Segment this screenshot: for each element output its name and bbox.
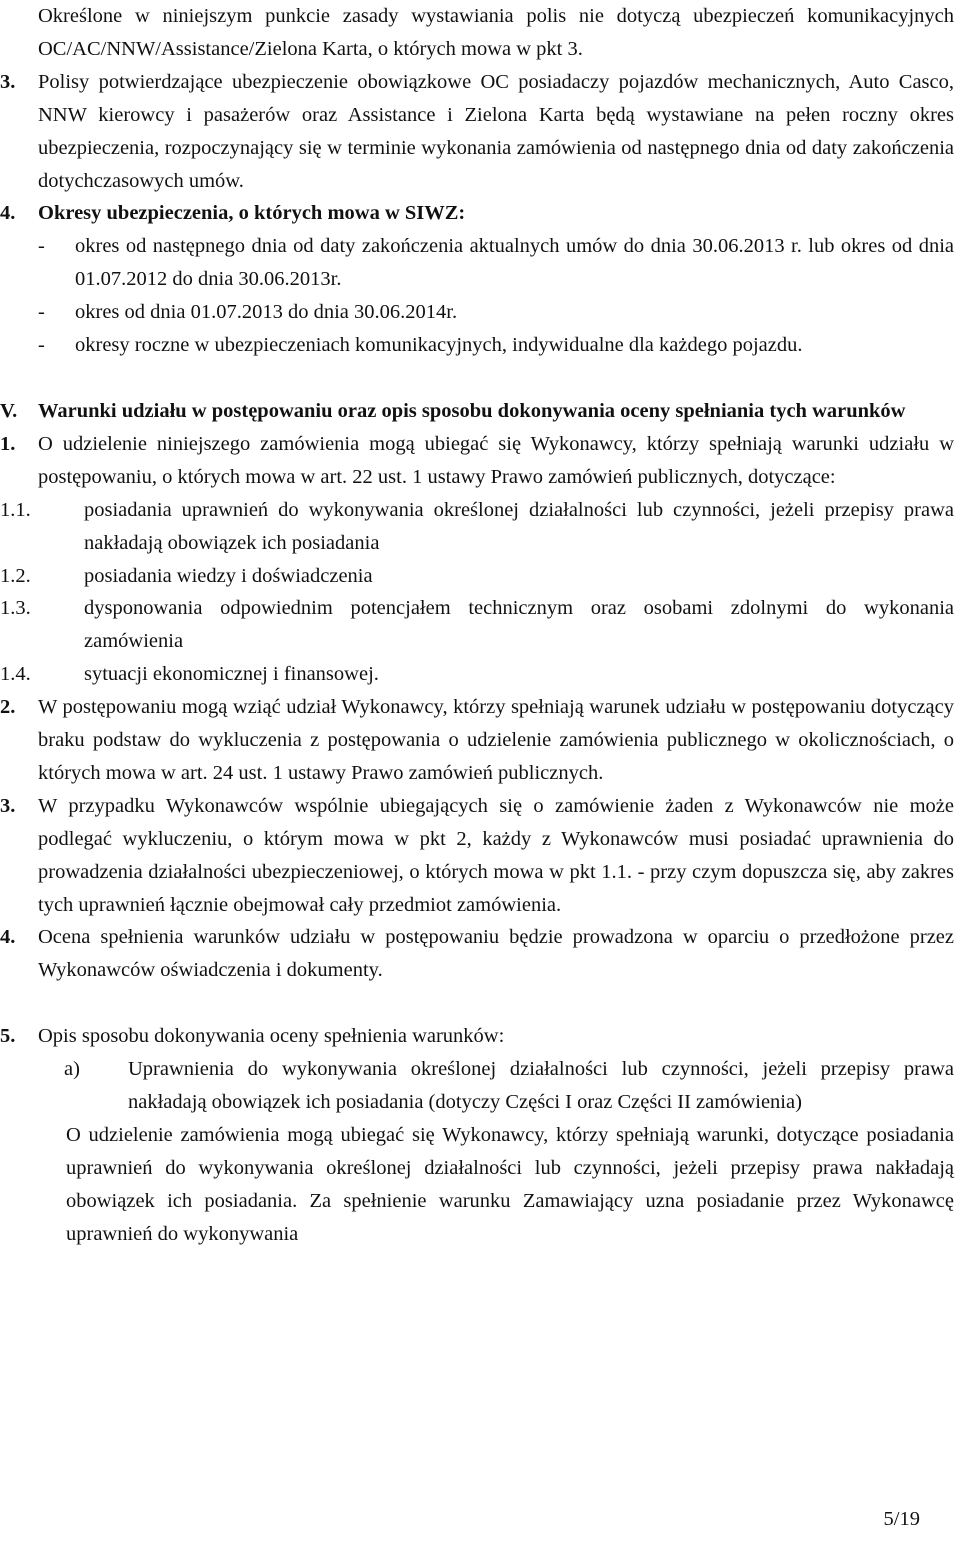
list-item-v1 — [0, 428, 954, 691]
sub-item — [0, 658, 954, 691]
item-number: 4. — [0, 926, 16, 949]
sub-item-text: Uprawnienia do wykonywania określonej działalności lub czynności, jeżeli przepisy prawa nakładają obowiązek ich posiadania (dotyczy Części I oraz Części II zamówienia) — [128, 1058, 954, 1114]
sub-item-number: 1.3. — [0, 597, 31, 620]
dash-text: okres od następnego dnia od daty zakończenia aktualnych umów do dnia 30.06.2013 r. lub okres od dnia 01.07.2012 do dnia 30.06.2013r. — [75, 235, 954, 291]
sub-item-number: 1.4. — [0, 663, 31, 686]
dash-bullet: - — [38, 301, 45, 324]
sub-item-number: 1.2. — [0, 564, 31, 587]
sub-item — [0, 560, 954, 593]
item-text: O udzielenie niniejszego zamówienia mogą ubiegać się Wykonawcy, którzy spełniają warunki udziału w postępowaniu, o których mowa w art. 22 ust. 1 ustawy Prawo zamówień publicznych, dotyczące: — [38, 432, 954, 488]
dash-bullet: - — [38, 235, 45, 258]
item-heading: Okresy ubezpieczenia, o których mowa w SIWZ: — [38, 202, 466, 225]
sub-item — [0, 494, 954, 560]
spacer — [38, 362, 954, 395]
sub-item-text: posiadania wiedzy i doświadczenia — [84, 564, 373, 587]
sub-item — [0, 592, 954, 658]
section-number: V. — [0, 399, 18, 422]
item-text: W przypadku Wykonawców wspólnie ubiegających się o zamówienie żaden z Wykonawców nie może podlegać wykluczeniu, o którym mowa w pkt 2, każdy z Wykonawców musi posiadać uprawnienia do prowadzenia działalności ubezpieczeniowej, o których mowa w pkt 1.1. - przy czym dopuszcza się, aby zakres tych uprawnień łącznie obejmował cały przedmiot zamówienia. — [38, 794, 954, 916]
item-number: 3. — [0, 70, 16, 93]
paragraph: O udzielenie zamówienia mogą ubiegać się Wykonawcy, którzy spełniają warunki, dotyczące posiadania uprawnień do wykonywania określonej działalności lub czynności, jeżeli przepisy prawa nakładają obowiązek ich posiadania. Za spełnienie warunku Zamawiający uzna posiadanie przez Wykonawcę uprawnień do wykonywania — [66, 1124, 954, 1245]
section-v-heading — [0, 395, 954, 428]
dash-text: okres od dnia 01.07.2013 do dnia 30.06.2014r. — [75, 301, 458, 324]
list-item-3 — [0, 66, 954, 198]
item-text: Opis sposobu dokonywania oceny spełnienia warunków: — [38, 1025, 505, 1048]
sub-item-a — [64, 1053, 954, 1119]
item-text: Polisy potwierdzające ubezpieczenie obowiązkowe OC posiadaczy pojazdów mechanicznych, Auto Casco, NNW kierowcy i pasażerów oraz Assistance i Zielona Karta będą wystawiane na pełen roczny okres ubezpieczenia, rozpoczynający się w terminie wykonania zamówienia od następnego dnia od daty zakończenia dotychczasowych umów. — [38, 70, 954, 192]
dash-list-item — [38, 329, 954, 362]
sub-item-text: sytuacji ekonomicznej i finansowej. — [84, 663, 379, 686]
sub-item-text: posiadania uprawnień do wykonywania określonej działalności lub czynności, jeżeli przepisy prawa nakładają obowiązek ich posiadania — [84, 498, 954, 554]
list-item-v4 — [0, 921, 954, 987]
dash-list-item — [38, 230, 954, 296]
dash-list-item — [38, 296, 954, 329]
list-item-v2 — [0, 691, 954, 790]
page-number: 5/19 — [883, 1508, 920, 1530]
section-title: Warunki udziału w postępowaniu oraz opis sposobu dokonywania oceny spełniania tych warunków — [38, 399, 906, 422]
dash-bullet: - — [38, 334, 45, 357]
dash-text: okresy roczne w ubezpieczeniach komunikacyjnych, indywidualne dla każdego pojazdu. — [75, 334, 803, 357]
item-text: W postępowaniu mogą wziąć udział Wykonawcy, którzy spełniają warunek udziału w postępowaniu dotyczący braku podstaw do wykluczenia z postępowania o udzielenie zamówienia publicznego w okolicznościach, o których mowa w art. 24 ust. 1 ustawy Prawo zamówień publicznych. — [38, 696, 954, 784]
intro-paragraph: Określone w niniejszym punkcie zasady wystawiania polis nie dotyczą ubezpieczeń komunikacyjnych OC/AC/NNW/Assistance/Zielona Karta, o których mowa w pkt 3. — [38, 5, 954, 60]
item-number: 4. — [0, 202, 16, 225]
item-number: 3. — [0, 794, 16, 817]
item-number: 5. — [0, 1025, 16, 1048]
item-number: 2. — [0, 696, 16, 719]
item-number: 1. — [0, 432, 16, 455]
sub-item-number: 1.1. — [0, 498, 31, 521]
sub-item-text: dysponowania odpowiednim potencjałem technicznym oraz osobami zdolnymi do wykonania zamówienia — [84, 597, 954, 653]
list-item-4 — [0, 197, 954, 362]
item-text: Ocena spełnienia warunków udziału w postępowaniu będzie prowadzona w oparciu o przedłożone przez Wykonawców oświadczenia i dokumenty. — [38, 926, 954, 982]
sub-item-letter: a) — [64, 1058, 80, 1081]
list-item-v3 — [0, 790, 954, 922]
spacer — [38, 987, 954, 1020]
list-item-v5 — [0, 1020, 954, 1250]
